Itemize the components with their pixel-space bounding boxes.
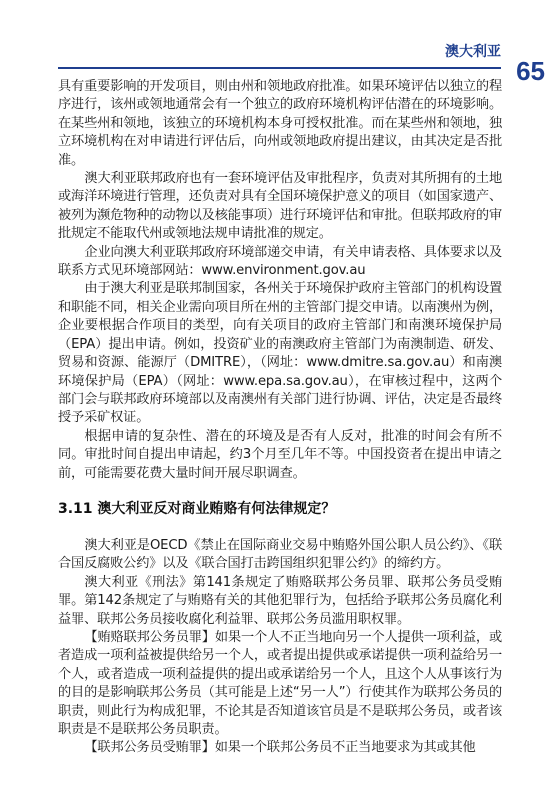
body-paragraph: 澳大利亚联邦政府也有一套环境评估及审批程序，负责对其所拥有的土地或海洋环境进行管理，还负责对具有全国环境保护意义的项目（如国家遗产、被列为濒危物种的动物以及核能事项）进行环境评估和审批。但联邦政府的审批规定不能取代州或领地法规申请批准的规定。: [58, 171, 502, 242]
body-paragraph: 具有重要影响的开发项目，则由州和领地政府批准。如果环境评估以独立的程序进行，该州或领地通常会有一个独立的政府环境机构评估潜在的环境影响。在某些州和领地，该独立的环境机构本身可授权批准。而在某些州和领地，独立环境机构在对申请进行评估后，向州或领地政府提出建议，由其决定是否批准。: [58, 79, 502, 168]
body-paragraph: 【联邦公务员受贿罪】如果一个联邦公务员不正当地要求为其或其他: [84, 740, 476, 756]
body-paragraph: 根据申请的复杂性、潜在的环境及是否有人反对，批准的时间会有所不同。审批时间自提出申请起，约3个月至几年不等。中国投资者在提出申请之前，可能需要花费大量时间开展尽职调查。: [58, 428, 502, 481]
body-paragraph: 【贿赂联邦公务员罪】如果一个人不正当地向另一个人提供一项利益，或者造成一项利益被提供给另一个人，或者提出提供或承诺提供一项利益给另一个人，或者造成一项利益提供的提出或承诺给另一个人，且这个人从事该行为的目的是影响联邦公务员（其可能是上述“另一人”）行使其作为联邦公务员的职责，则此行为构成犯罪，不论其是否知道该官员是不是联邦公务员，或者该职责是不是联邦公务员职责。: [58, 629, 502, 737]
page-header: [0, 0, 559, 86]
section-heading: 3.11 澳大利亚反对商业贿赂有何法律规定？: [58, 500, 336, 517]
running-header-country: 澳大利亚: [445, 44, 501, 60]
section-spacer: [58, 519, 502, 537]
body-paragraph: 由于澳大利亚是联邦制国家，各州关于环境保护政府主管部门的机构设置和职能不同，相关企业需向项目所在州的主管部门提交申请。以南澳州为例，企业要根据合作项目的类型，向有关项目的政府主管部门和南澳环境保护局（EPA）提出申请。例如，投资矿业的南澳政府主管部门为南澳制造、研发、贸易和资源、能源厅（DMITRE），（网址：www.dmitre.sa.gov.au）和南澳环境保护局（EPA）（网址：www.epa.sa.gov.au），在审核过程中，这两个部门会与联邦政府环境部以及南澳州有关部门进行协调、评估，决定是否最终授予采矿权证。: [58, 281, 502, 426]
header-rule: [58, 67, 501, 69]
body-paragraph: 澳大利亚《刑法》第141条规定了贿赂联邦公务员罪、联邦公务员受贿罪。第142条规定了与贿赂有关的其他犯罪行为，包括给予联邦公务员腐化利益罪、联邦公务员接收腐化利益罪、联邦公务员滥用职权罪。: [58, 574, 502, 627]
body-paragraph: 澳大利亚是OECD《禁止在国际商业交易中贿赂外国公职人员公约》、《联合国反腐败公约》以及《联合国打击跨国组织犯罪公约》的缔约方。: [58, 537, 502, 572]
page-number: 65: [516, 56, 545, 86]
body-paragraph: 企业向澳大利亚联邦政府环境部递交申请，有关申请表格、具体要求以及联系方式见环境部网站：www.environment.gov.au: [58, 244, 502, 279]
section-spacer: [58, 483, 502, 499]
page-body: [58, 78, 502, 758]
